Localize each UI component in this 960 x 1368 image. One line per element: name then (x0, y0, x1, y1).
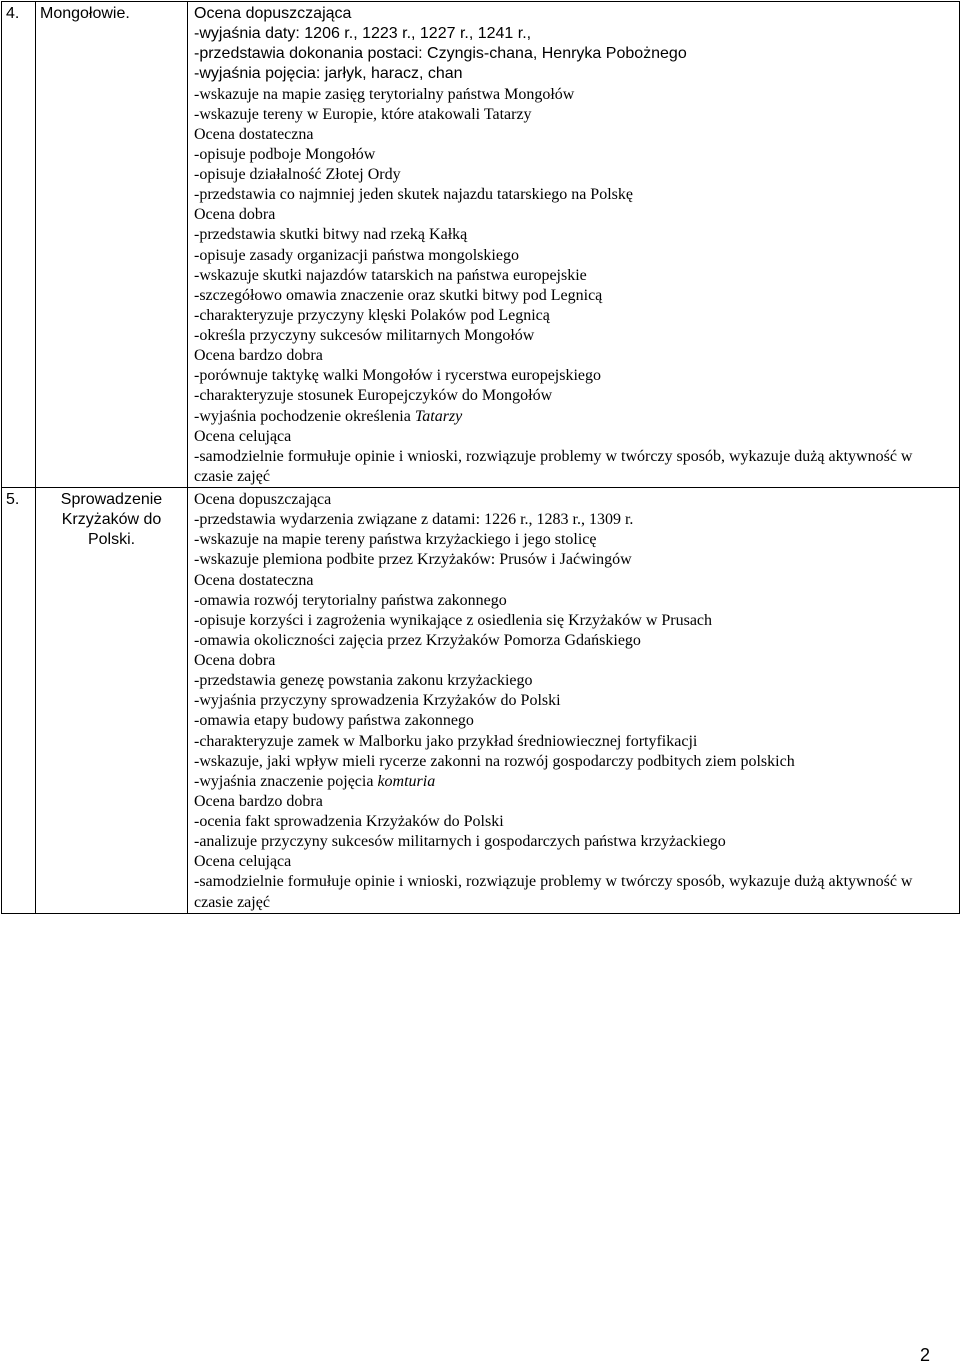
requirement-item (194, 671, 955, 691)
topic-cell (36, 488, 188, 914)
grade-heading (194, 651, 955, 671)
item-text: -samodzielnie formułuje opinie i wnioski, rozwiązuje problemy w twórczy sposób, wykazuje dużą aktywność w czasie zajęć (194, 447, 913, 485)
requirements-list (188, 488, 959, 913)
item-text: -wyjaśnia daty: 1206 r., 1223 r., 1227 r., 1241 r., (194, 25, 532, 43)
item-text: -samodzielnie formułuje opinie i wnioski, rozwiązuje problemy w twórczy sposób, wykazuje dużą aktywność w czasie zajęć (194, 873, 913, 911)
item-text: -przedstawia dokonania postaci: Czyngis-chana, Henryka Pobożnego (194, 45, 687, 63)
row-number-cell (2, 488, 36, 914)
grade-heading (194, 427, 955, 447)
requirement-item (194, 631, 955, 651)
requirement-item (194, 326, 955, 346)
requirement-item (194, 366, 955, 386)
item-text: -omawia etapy budowy państwa zakonnego (194, 712, 474, 730)
item-text: -wskazuje na mapie zasięg terytorialny państwa Mongołów (194, 85, 575, 103)
item-text: -opisuje podboje Mongołów (194, 145, 376, 163)
requirement-item (194, 591, 955, 611)
item-text: Ocena bardzo dobra (194, 347, 323, 365)
item-text: -przedstawia skutki bitwy nad rzeką Kałką (194, 226, 468, 244)
grade-heading (194, 346, 955, 366)
requirements-cell (188, 488, 960, 914)
requirement-item (194, 286, 955, 306)
requirement-item (194, 64, 955, 84)
row-number: 4. (6, 5, 20, 22)
item-text: -szczegółowo omawia znaczenie oraz skutki bitwy pod Legnicą (194, 286, 603, 304)
requirement-item (194, 832, 955, 852)
topic-title: Mongołowie. (40, 5, 130, 22)
item-text: Ocena bardzo dobra (194, 792, 323, 810)
item-text: -przedstawia genezę powstania zakonu krzyżackiego (194, 672, 533, 690)
topic-title: Sprowadzenie Krzyżaków do Polski. (60, 491, 163, 549)
page-number: 2 (920, 1345, 931, 1365)
item-text: -przedstawia wydarzenia związane z datami: 1226 r., 1283 r., 1309 r. (194, 511, 634, 529)
item-text: -określa przyczyny sukcesów militarnych Mongołów (194, 327, 535, 344)
item-text: -ocenia fakt sprowadzenia Krzyżaków do Polski (194, 813, 504, 830)
item-text: -wskazuje, jaki wpływ mieli rycerze zakonni na rozwój gospodarczy podbitych ziem polskich (194, 752, 795, 770)
grade-heading (194, 4, 955, 24)
requirements-cell (188, 2, 960, 488)
requirement-item (194, 732, 955, 752)
item-text: Ocena celująca (194, 427, 292, 445)
item-text: -charakteryzuje zamek w Malborku jako przykład średniowiecznej fortyfikacji (194, 732, 698, 750)
item-text: -wyjaśnia pochodzenie określenia (194, 407, 415, 425)
requirement-item (194, 447, 955, 487)
grade-heading (194, 205, 955, 225)
grade-heading (194, 792, 955, 812)
table-row (2, 2, 960, 488)
italic-term: Tatarzy (414, 407, 463, 425)
item-text: -omawia okoliczności zajęcia przez Krzyżaków Pomorza Gdańskiego (194, 631, 641, 649)
requirement-item (194, 145, 955, 165)
grade-heading (194, 125, 955, 145)
item-text: -opisuje zasady organizacji państwa mongolskiego (194, 246, 519, 264)
item-text: -opisuje korzyści i zagrożenia wynikające z osiedlenia się Krzyżaków w Prusach (194, 611, 713, 629)
requirement-item (194, 510, 955, 530)
requirement-item (194, 407, 955, 427)
item-text: -omawia rozwój terytorialny państwa zakonnego (194, 591, 507, 609)
requirements-list (188, 2, 959, 487)
item-text: -przedstawia co najmniej jeden skutek najazdu tatarskiego na Polskę (194, 186, 633, 204)
requirement-item (194, 225, 955, 245)
requirement-item (194, 772, 955, 792)
grade-heading (194, 490, 955, 510)
requirement-item (194, 711, 955, 731)
item-text: -porównuje taktykę walki Mongołów i rycerstwa europejskiego (194, 367, 602, 385)
item-text: Ocena dostateczna (194, 571, 314, 589)
item-text: Ocena dobra (194, 652, 276, 669)
item-text: Ocena celująca (194, 853, 292, 871)
item-text: -wskazuje na mapie tereny państwa krzyżackiego i jego stolicę (194, 531, 597, 549)
requirement-item (194, 530, 955, 550)
row-number: 5. (6, 491, 20, 508)
requirement-item (194, 24, 955, 44)
requirement-item (194, 165, 955, 185)
item-text: -wskazuje skutki najazdów tatarskich na państwa europejskie (194, 266, 587, 284)
item-text: Ocena dobra (194, 206, 276, 224)
item-text: -wyjaśnia przyczyny sprowadzenia Krzyżaków do Polski (194, 692, 561, 710)
item-text: -wyjaśnia znaczenie pojęcia (194, 772, 378, 790)
item-text: Ocena dopuszczająca (194, 5, 352, 22)
requirement-item (194, 85, 955, 105)
table-row (2, 488, 960, 914)
item-text: Ocena dostateczna (194, 125, 314, 143)
requirement-item (194, 611, 955, 631)
item-text: -wskazuje tereny w Europie, które atakowali Tatarzy (194, 105, 532, 123)
requirement-item (194, 550, 955, 570)
requirement-item (194, 872, 955, 912)
table-body (2, 2, 960, 914)
row-number-cell (2, 2, 36, 488)
requirements-table (1, 1, 960, 914)
item-text: -wyjaśnia pojęcia: jarłyk, haracz, chan (194, 65, 463, 83)
item-text: -opisuje działalność Złotej Ordy (194, 166, 401, 183)
grade-heading (194, 852, 955, 872)
item-text: -analizuje przyczyny sukcesów militarnych i gospodarczych państwa krzyżackiego (194, 833, 726, 851)
requirement-item (194, 812, 955, 832)
requirement-item (194, 185, 955, 205)
requirement-item (194, 44, 955, 64)
requirement-item (194, 691, 955, 711)
requirement-item (194, 105, 955, 125)
requirement-item (194, 246, 955, 266)
topic-cell (36, 2, 188, 488)
grade-heading (194, 571, 955, 591)
requirement-item (194, 386, 955, 406)
requirement-item (194, 752, 955, 772)
item-text: -wskazuje plemiona podbite przez Krzyżaków: Prusów i Jaćwingów (194, 551, 632, 569)
item-text: Ocena dopuszczająca (194, 491, 332, 508)
requirement-item (194, 306, 955, 326)
italic-term: komturia (377, 772, 436, 790)
item-text: -charakteryzuje stosunek Europejczyków do Mongołów (194, 387, 553, 405)
item-text: -charakteryzuje przyczyny klęski Polaków pod Legnicą (194, 306, 550, 324)
requirement-item (194, 266, 955, 286)
